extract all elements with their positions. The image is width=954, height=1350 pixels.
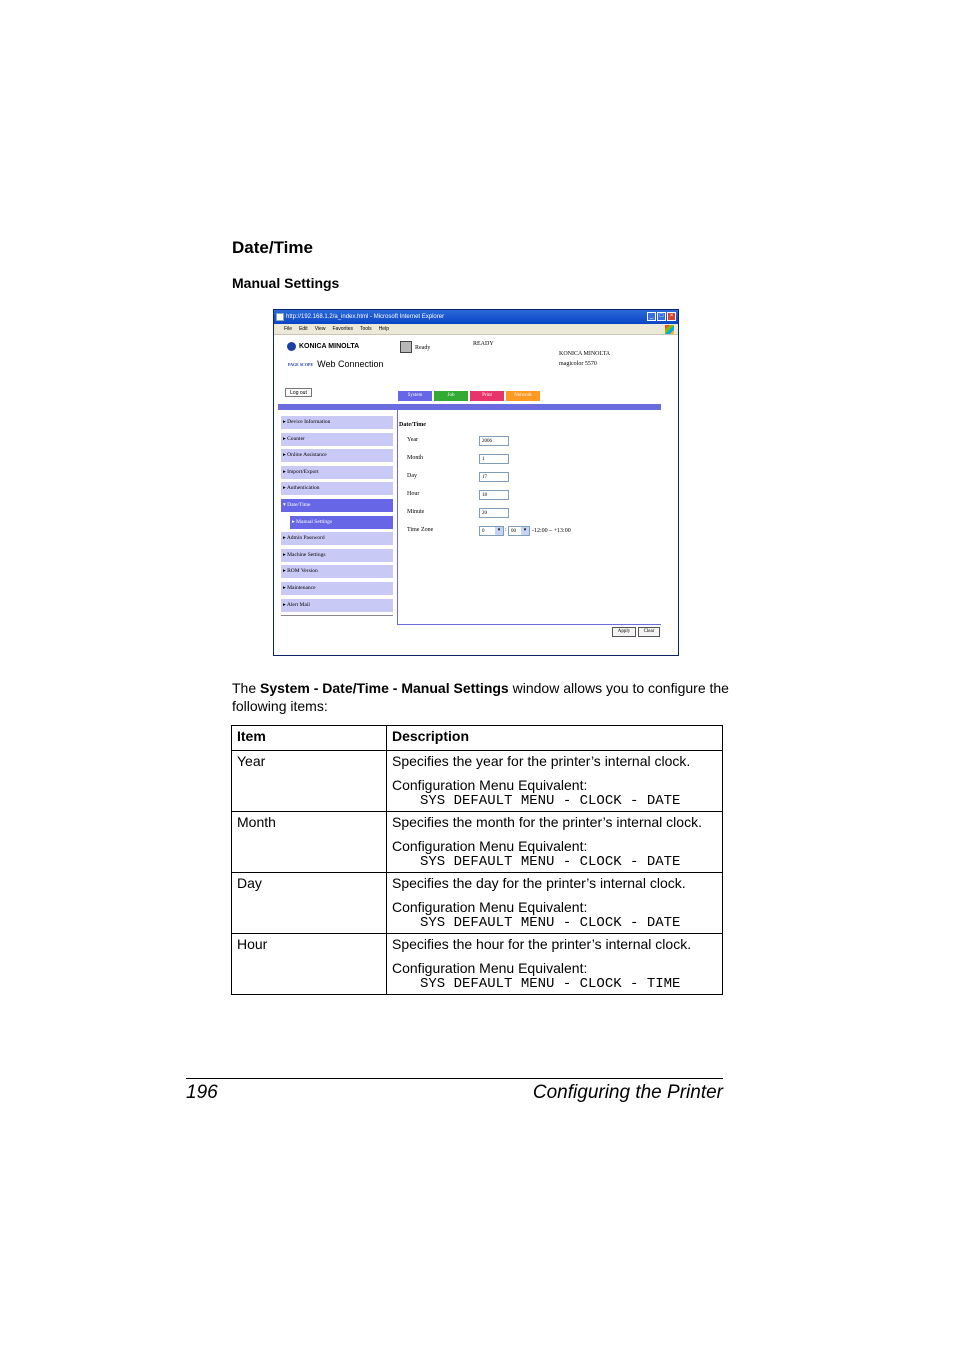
- settings-table: [231, 725, 723, 995]
- table-header-description: Description: [387, 726, 723, 751]
- minute-label: Minute: [407, 509, 425, 515]
- timezone-separator: :: [505, 527, 507, 533]
- pagescope-logo: [288, 359, 384, 369]
- hour-input[interactable]: 18: [479, 490, 509, 500]
- menu-tools[interactable]: Tools: [360, 326, 372, 332]
- menu-bar: [274, 324, 678, 335]
- sidebar-item-online-assistance[interactable]: ▸ Online Assistance: [281, 449, 393, 462]
- main-tabs: [398, 391, 540, 401]
- content-left-border: [397, 410, 398, 624]
- table-row: [232, 812, 723, 873]
- year-input[interactable]: 2006: [479, 436, 509, 446]
- config-label: Configuration Menu Equivalent:: [392, 899, 588, 915]
- sidebar-divider: [281, 615, 393, 616]
- device-brand: KONICA MINOLTA: [559, 351, 611, 357]
- tab-system[interactable]: System: [398, 391, 432, 401]
- printer-status: READY: [473, 341, 494, 347]
- web-connection-text: Web Connection: [317, 359, 384, 369]
- description-text: Specifies the year for the printer’s internal clock.: [392, 753, 691, 769]
- intro-paragraph: [232, 679, 732, 715]
- printer-icon: [400, 341, 412, 353]
- clear-button[interactable]: Clear: [638, 627, 660, 637]
- chevron-down-icon: ▾: [521, 527, 529, 535]
- table-cell-item: Year: [232, 751, 387, 812]
- minimize-icon[interactable]: _: [647, 312, 656, 321]
- tab-print[interactable]: Print: [470, 391, 504, 401]
- menu-edit[interactable]: Edit: [299, 326, 308, 332]
- window-title-bar: [274, 310, 678, 324]
- browser-window-screenshot: [273, 309, 679, 656]
- device-model: magicolor 5570: [559, 361, 597, 367]
- timezone-minute-value: 00: [511, 529, 516, 534]
- minute-input[interactable]: 20: [479, 508, 509, 518]
- intro-text-pre: The: [232, 680, 261, 696]
- chevron-down-icon: ▾: [495, 527, 503, 535]
- table-cell-description: [387, 812, 723, 873]
- config-menu-path: SYS DEFAULT MENU - CLOCK - TIME: [420, 976, 681, 992]
- sidebar-item-rom-version[interactable]: ▸ ROM Version: [281, 565, 393, 578]
- description-text: Specifies the day for the printer’s internal clock.: [392, 875, 686, 891]
- table-row: [232, 873, 723, 934]
- description-text: Specifies the hour for the printer’s internal clock.: [392, 936, 692, 952]
- description-text: Specifies the month for the printer’s internal clock.: [392, 814, 702, 830]
- hour-label: Hour: [407, 491, 420, 497]
- intro-text-bold: System - Date/Time - Manual Settings: [260, 680, 509, 696]
- timezone-minute-select[interactable]: [508, 526, 530, 536]
- logo-brand-text: KONICA MINOLTA: [299, 343, 360, 350]
- sidebar-item-manual-settings[interactable]: ▸ Manual Settings: [290, 516, 393, 529]
- form-title: Date/Time: [399, 422, 426, 428]
- table-cell-item: Month: [232, 812, 387, 873]
- konica-globe-icon: [287, 342, 296, 351]
- table-cell-description: [387, 751, 723, 812]
- ie-page-icon: [276, 313, 284, 321]
- menu-favorites[interactable]: Favorites: [332, 326, 353, 332]
- header-divider-bar: [278, 404, 661, 410]
- menu-file[interactable]: File: [284, 326, 293, 332]
- config-menu-path: SYS DEFAULT MENU - CLOCK - DATE: [420, 915, 681, 931]
- printer-status-label: Ready: [415, 345, 431, 351]
- sidebar-item-date-time[interactable]: ▾ Date/Time: [281, 499, 393, 512]
- table-cell-item: Day: [232, 873, 387, 934]
- sidebar-item-alert-mail[interactable]: ▸ Alert Mail: [281, 599, 393, 612]
- sidebar-item-authentication[interactable]: ▸ Authentication: [281, 482, 393, 495]
- window-controls: [647, 312, 676, 321]
- tab-job[interactable]: Job: [434, 391, 468, 401]
- timezone-range: -12:00 – +13:00: [532, 528, 571, 534]
- table-row: [232, 751, 723, 812]
- subsection-heading: Manual Settings: [232, 275, 340, 291]
- sidebar-item-machine-settings[interactable]: ▸ Machine Settings: [281, 549, 393, 562]
- sidebar-nav: [281, 416, 393, 615]
- menu-view[interactable]: View: [314, 326, 326, 332]
- config-label: Configuration Menu Equivalent:: [392, 838, 588, 854]
- footer-rule: [186, 1078, 723, 1079]
- apply-button[interactable]: Apply: [612, 627, 636, 637]
- sidebar-item-counter[interactable]: ▸ Counter: [281, 433, 393, 446]
- content-bottom-border: [397, 624, 661, 625]
- timezone-label: Time Zone: [407, 527, 434, 533]
- sidebar-item-admin-password[interactable]: ▸ Admin Password: [281, 532, 393, 545]
- config-menu-path: SYS DEFAULT MENU - CLOCK - DATE: [420, 854, 681, 870]
- tab-network[interactable]: Network: [506, 391, 540, 401]
- config-menu-path: SYS DEFAULT MENU - CLOCK - DATE: [420, 793, 681, 809]
- pagescope-badge: PAGE SCOPE: [288, 361, 314, 367]
- day-input[interactable]: 17: [479, 472, 509, 482]
- maximize-icon[interactable]: □: [657, 312, 666, 321]
- table-cell-description: [387, 873, 723, 934]
- config-label: Configuration Menu Equivalent:: [392, 960, 588, 976]
- timezone-hour-value: 0: [482, 529, 485, 534]
- config-label: Configuration Menu Equivalent:: [392, 777, 588, 793]
- table-header-row: [232, 726, 723, 751]
- page-number: 196: [186, 1082, 218, 1103]
- table-header-item: Item: [232, 726, 387, 751]
- month-label: Month: [407, 455, 424, 461]
- timezone-hour-select[interactable]: [479, 526, 504, 536]
- windows-flag-icon: [665, 325, 674, 334]
- footer-title: Configuring the Printer: [532, 1082, 723, 1103]
- close-icon[interactable]: ×: [667, 312, 676, 321]
- konica-minolta-logo: [287, 342, 359, 351]
- intro-text-post: window allows you to configure the following items:: [232, 680, 729, 714]
- year-label: Year: [407, 437, 419, 443]
- day-label: Day: [407, 473, 417, 479]
- table-row: [232, 934, 723, 995]
- sidebar-item-maintenance[interactable]: ▸ Maintenance: [281, 582, 393, 595]
- month-input[interactable]: 1: [479, 454, 509, 464]
- sidebar-item-device-information[interactable]: ▸ Device Information: [281, 416, 393, 429]
- table-cell-item: Hour: [232, 934, 387, 995]
- table-cell-description: [387, 934, 723, 995]
- logout-button[interactable]: Log out: [285, 388, 312, 397]
- section-heading: Date/Time: [232, 238, 313, 257]
- window-title: http://192.168.1.2/a_index.html - Microsoft Internet Explorer: [286, 314, 445, 320]
- menu-help[interactable]: Help: [378, 326, 389, 332]
- sidebar-item-import-export[interactable]: ▸ Import/Export: [281, 466, 393, 479]
